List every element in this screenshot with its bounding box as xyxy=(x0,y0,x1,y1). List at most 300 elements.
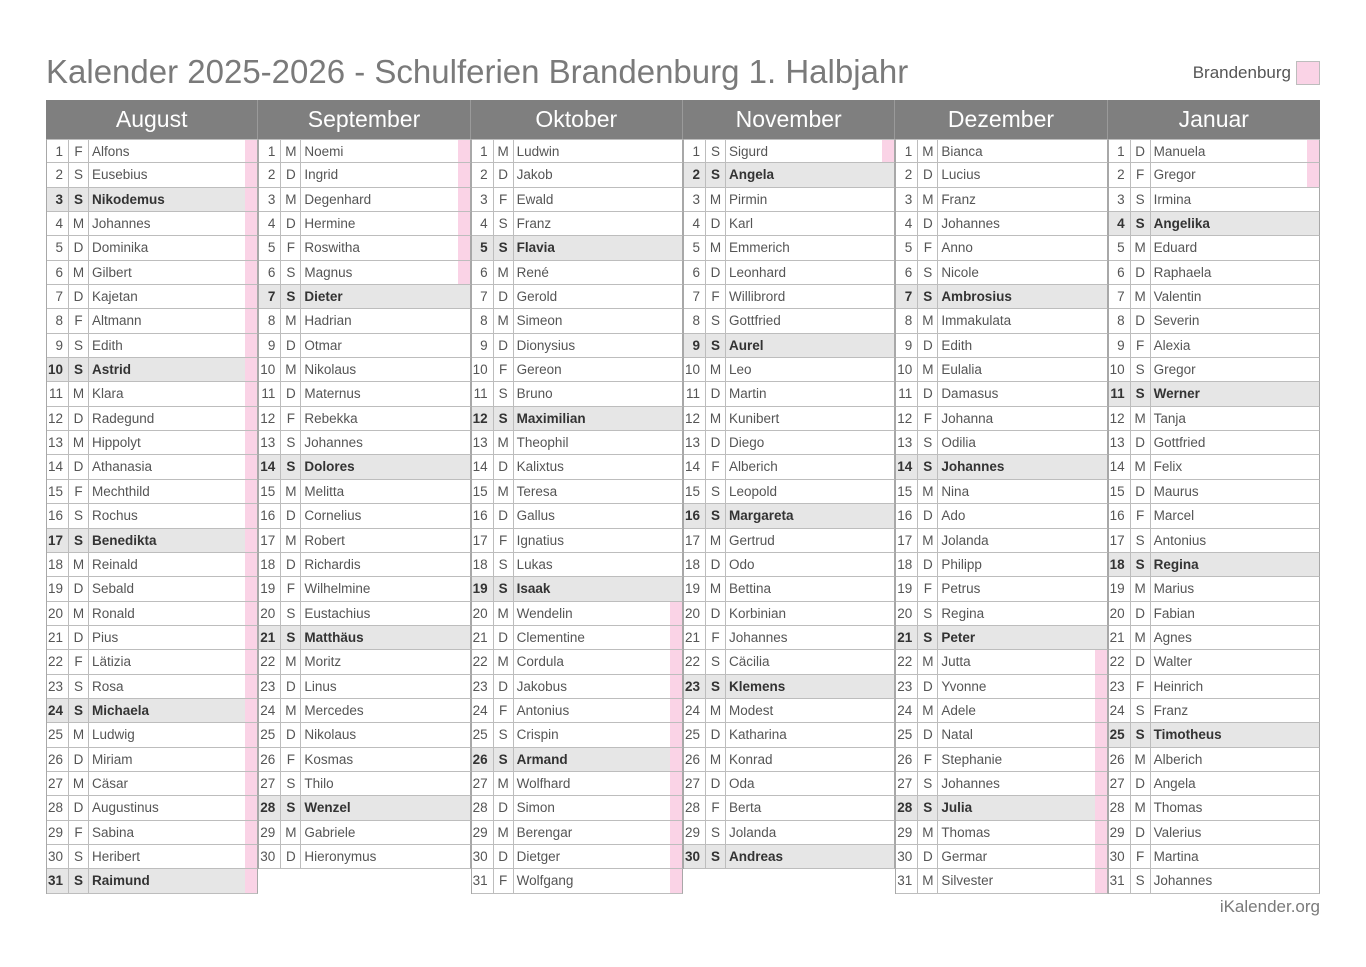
holiday-marker xyxy=(882,261,894,284)
holiday-marker xyxy=(882,577,894,600)
day-number: 15 xyxy=(472,480,494,503)
name-day: Aurel xyxy=(728,337,764,353)
day-row xyxy=(1109,261,1320,285)
name-day: Nicole xyxy=(941,264,979,280)
day-number: 12 xyxy=(684,407,706,430)
day-number: 29 xyxy=(1109,821,1131,844)
day-number: 1 xyxy=(684,140,706,162)
day-row xyxy=(47,188,258,212)
day-number: 30 xyxy=(684,845,706,868)
name-day: Flavia xyxy=(516,240,555,256)
holiday-marker xyxy=(882,334,894,357)
name-day: Edith xyxy=(92,337,123,353)
name-day: Jakobus xyxy=(516,678,567,694)
day-number: 5 xyxy=(259,236,281,259)
name-day: Eustachius xyxy=(304,605,371,621)
name-day: Pirmin xyxy=(728,191,768,207)
day-number: 10 xyxy=(472,358,494,381)
day-row xyxy=(47,821,258,845)
day-number: 6 xyxy=(472,261,494,284)
name-day: Klara xyxy=(92,386,124,402)
day-row xyxy=(47,236,258,260)
weekday: M xyxy=(918,188,938,211)
weekday: S xyxy=(1131,529,1151,552)
name-day: Marius xyxy=(1153,581,1195,597)
weekday: M xyxy=(918,480,938,503)
day-row xyxy=(259,139,470,163)
name-day: Ingrid xyxy=(304,167,339,183)
day-row xyxy=(684,529,895,553)
holiday-marker xyxy=(245,553,257,576)
name-day: Julia xyxy=(941,800,973,816)
holiday-marker xyxy=(245,261,257,284)
day-row xyxy=(684,261,895,285)
day-row xyxy=(684,163,895,187)
holiday-marker xyxy=(1307,699,1319,722)
weekday: D xyxy=(918,723,938,746)
day-row xyxy=(684,455,895,479)
holiday-marker xyxy=(1307,480,1319,503)
day-number: 22 xyxy=(47,650,69,673)
day-number: 22 xyxy=(472,650,494,673)
name-day: Timotheus xyxy=(1153,727,1222,743)
weekday: D xyxy=(494,285,514,308)
holiday-marker xyxy=(1307,675,1319,698)
day-row xyxy=(259,334,470,358)
holiday-marker xyxy=(882,455,894,478)
day-number: 15 xyxy=(47,480,69,503)
weekday: F xyxy=(1131,675,1151,698)
day-row xyxy=(472,529,683,553)
name-day: Fabian xyxy=(1153,605,1195,621)
day-row xyxy=(259,577,470,601)
weekday: M xyxy=(494,480,514,503)
holiday-marker xyxy=(1307,431,1319,454)
name-day: Armand xyxy=(516,751,568,767)
name-day: Irmina xyxy=(1153,191,1192,207)
holiday-marker xyxy=(458,626,470,649)
weekday: D xyxy=(69,796,89,819)
day-number: 27 xyxy=(684,772,706,795)
weekday: F xyxy=(69,309,89,332)
day-number: 22 xyxy=(684,650,706,673)
month-header: Oktober xyxy=(471,100,683,139)
name-day: Alberich xyxy=(1153,751,1203,767)
holiday-marker xyxy=(1095,382,1107,405)
day-number: 2 xyxy=(1109,163,1131,186)
day-row xyxy=(684,602,895,626)
holiday-marker xyxy=(882,407,894,430)
day-number: 10 xyxy=(1109,358,1131,381)
name-day: Felix xyxy=(1153,459,1183,475)
day-number: 31 xyxy=(472,869,494,892)
holiday-marker xyxy=(1307,529,1319,552)
weekday: D xyxy=(281,504,301,527)
weekday: M xyxy=(69,261,89,284)
weekday: D xyxy=(1131,821,1151,844)
day-row xyxy=(259,553,470,577)
name-day: Gregor xyxy=(1153,362,1196,378)
holiday-marker xyxy=(1095,699,1107,722)
day-row xyxy=(472,407,683,431)
day-row xyxy=(896,821,1107,845)
holiday-marker xyxy=(670,188,682,211)
weekday: S xyxy=(706,334,726,357)
day-number: 13 xyxy=(47,431,69,454)
holiday-marker xyxy=(882,188,894,211)
day-row xyxy=(1109,163,1320,187)
holiday-marker xyxy=(1307,261,1319,284)
holiday-marker xyxy=(458,772,470,795)
holiday-marker xyxy=(245,188,257,211)
weekday: M xyxy=(918,529,938,552)
name-day: Gerold xyxy=(516,289,558,305)
holiday-marker xyxy=(245,163,257,186)
holiday-marker xyxy=(670,577,682,600)
day-row xyxy=(47,650,258,674)
name-day: Robert xyxy=(304,532,345,548)
weekday: M xyxy=(706,577,726,600)
holiday-marker xyxy=(1307,285,1319,308)
day-number: 13 xyxy=(472,431,494,454)
day-row xyxy=(684,772,895,796)
weekday: M xyxy=(281,699,301,722)
day-number: 7 xyxy=(472,285,494,308)
day-row xyxy=(472,139,683,163)
month-days xyxy=(683,139,895,869)
holiday-marker xyxy=(670,821,682,844)
name-day: Johannes xyxy=(92,216,151,232)
day-number: 13 xyxy=(896,431,918,454)
holiday-marker xyxy=(1307,748,1319,771)
holiday-marker xyxy=(1307,455,1319,478)
weekday: F xyxy=(281,577,301,600)
holiday-marker xyxy=(882,382,894,405)
weekday: F xyxy=(918,407,938,430)
weekday: M xyxy=(281,188,301,211)
day-row xyxy=(472,553,683,577)
weekday: D xyxy=(706,723,726,746)
day-number: 9 xyxy=(896,334,918,357)
day-row xyxy=(259,382,470,406)
day-row xyxy=(259,236,470,260)
day-row xyxy=(259,796,470,820)
day-row xyxy=(472,431,683,455)
month-days xyxy=(1108,139,1320,894)
weekday: D xyxy=(494,334,514,357)
name-day: Simeon xyxy=(516,313,563,329)
day-number: 14 xyxy=(259,455,281,478)
holiday-marker xyxy=(1095,407,1107,430)
holiday-marker xyxy=(670,699,682,722)
holiday-marker xyxy=(1095,796,1107,819)
name-day: Berengar xyxy=(516,824,573,840)
holiday-marker xyxy=(670,869,682,892)
name-day: Lätizia xyxy=(92,654,132,670)
weekday: M xyxy=(1131,796,1151,819)
day-row xyxy=(47,358,258,382)
name-day: Simon xyxy=(516,800,555,816)
day-row xyxy=(684,382,895,406)
weekday: S xyxy=(918,772,938,795)
name-day: Heinrich xyxy=(1153,678,1204,694)
month-days xyxy=(471,139,683,894)
holiday-marker xyxy=(670,285,682,308)
holiday-marker xyxy=(245,140,257,162)
holiday-marker xyxy=(1307,407,1319,430)
month-column xyxy=(683,100,895,894)
day-number: 1 xyxy=(47,140,69,162)
holiday-marker xyxy=(882,553,894,576)
day-number: 24 xyxy=(472,699,494,722)
weekday: S xyxy=(706,821,726,844)
holiday-marker xyxy=(245,748,257,771)
month-column xyxy=(895,100,1107,894)
day-row xyxy=(472,236,683,260)
day-number: 15 xyxy=(259,480,281,503)
name-day: Anno xyxy=(941,240,973,256)
weekday: D xyxy=(69,285,89,308)
holiday-marker xyxy=(245,577,257,600)
name-day: Linus xyxy=(304,678,337,694)
day-number: 8 xyxy=(259,309,281,332)
name-day: Gallus xyxy=(516,508,555,524)
name-day: Melitta xyxy=(304,483,345,499)
day-row xyxy=(259,358,470,382)
day-number: 5 xyxy=(472,236,494,259)
day-row xyxy=(47,431,258,455)
weekday: D xyxy=(706,602,726,625)
calendar-grid xyxy=(46,100,1320,894)
weekday: S xyxy=(281,772,301,795)
holiday-marker xyxy=(1307,382,1319,405)
holiday-marker xyxy=(1095,529,1107,552)
name-day: Johannes xyxy=(941,216,1000,232)
weekday: M xyxy=(494,650,514,673)
name-day: Peter xyxy=(941,629,976,645)
holiday-marker xyxy=(670,163,682,186)
name-day: Dionysius xyxy=(516,337,576,353)
weekday: M xyxy=(69,431,89,454)
day-row xyxy=(684,431,895,455)
day-number: 18 xyxy=(47,553,69,576)
holiday-marker xyxy=(882,163,894,186)
month-days xyxy=(46,139,258,894)
legend-swatch xyxy=(1296,61,1320,85)
name-day: Andreas xyxy=(728,848,784,864)
day-row xyxy=(47,577,258,601)
day-number: 19 xyxy=(259,577,281,600)
weekday: D xyxy=(1131,480,1151,503)
name-day: Rebekka xyxy=(304,410,358,426)
weekday: S xyxy=(69,358,89,381)
weekday: F xyxy=(1131,334,1151,357)
holiday-marker xyxy=(458,309,470,332)
day-row xyxy=(259,285,470,309)
day-row xyxy=(259,723,470,747)
day-number: 6 xyxy=(1109,261,1131,284)
day-row xyxy=(259,431,470,455)
day-row xyxy=(684,236,895,260)
holiday-marker xyxy=(670,431,682,454)
name-day: Johannes xyxy=(941,459,1005,475)
weekday: F xyxy=(281,748,301,771)
day-row xyxy=(896,236,1107,260)
holiday-marker xyxy=(882,480,894,503)
holiday-marker xyxy=(1095,140,1107,162)
day-number: 11 xyxy=(472,382,494,405)
weekday: M xyxy=(494,431,514,454)
holiday-marker xyxy=(882,772,894,795)
weekday: M xyxy=(1131,285,1151,308)
day-number: 10 xyxy=(684,358,706,381)
name-day: Teresa xyxy=(516,483,558,499)
name-day: Degenhard xyxy=(304,191,372,207)
weekday: S xyxy=(494,577,514,600)
holiday-marker xyxy=(882,699,894,722)
day-row xyxy=(1109,821,1320,845)
day-row xyxy=(47,529,258,553)
name-day: Benedikta xyxy=(92,532,157,548)
day-row xyxy=(259,650,470,674)
weekday: D xyxy=(918,675,938,698)
name-day: Johannes xyxy=(304,435,363,451)
day-number: 29 xyxy=(684,821,706,844)
day-number: 23 xyxy=(896,675,918,698)
day-number: 6 xyxy=(47,261,69,284)
name-day: Sebald xyxy=(92,581,135,597)
name-day: Cordula xyxy=(516,654,564,670)
name-day: Bianca xyxy=(941,144,983,159)
day-number: 9 xyxy=(1109,334,1131,357)
holiday-marker xyxy=(882,358,894,381)
day-row xyxy=(472,334,683,358)
day-row xyxy=(896,626,1107,650)
holiday-marker xyxy=(245,650,257,673)
day-row xyxy=(896,699,1107,723)
day-row xyxy=(47,723,258,747)
day-number: 1 xyxy=(472,140,494,162)
holiday-marker xyxy=(458,845,470,868)
holiday-marker xyxy=(245,626,257,649)
day-row xyxy=(896,285,1107,309)
day-number: 16 xyxy=(472,504,494,527)
day-number: 4 xyxy=(684,212,706,235)
name-day: Ado xyxy=(941,508,966,524)
day-row xyxy=(684,504,895,528)
weekday: S xyxy=(69,869,89,892)
day-row xyxy=(684,821,895,845)
day-row xyxy=(472,845,683,869)
name-day: Dieter xyxy=(304,289,343,305)
weekday: D xyxy=(494,796,514,819)
weekday: M xyxy=(918,309,938,332)
day-number: 31 xyxy=(47,869,69,892)
holiday-marker xyxy=(1095,431,1107,454)
day-number: 25 xyxy=(47,723,69,746)
day-row xyxy=(472,748,683,772)
day-number: 10 xyxy=(896,358,918,381)
weekday: M xyxy=(706,236,726,259)
name-day: Agnes xyxy=(1153,629,1192,645)
weekday: F xyxy=(1131,845,1151,868)
day-number: 14 xyxy=(472,455,494,478)
day-number: 27 xyxy=(472,772,494,795)
day-number: 3 xyxy=(1109,188,1131,211)
day-row xyxy=(472,480,683,504)
weekday: M xyxy=(69,772,89,795)
name-day: Thomas xyxy=(941,824,991,840)
day-number: 10 xyxy=(259,358,281,381)
day-row xyxy=(259,821,470,845)
day-row xyxy=(684,796,895,820)
holiday-marker xyxy=(245,407,257,430)
holiday-marker xyxy=(1095,334,1107,357)
weekday: D xyxy=(281,163,301,186)
day-row xyxy=(896,723,1107,747)
holiday-marker xyxy=(1307,796,1319,819)
day-number: 5 xyxy=(47,236,69,259)
holiday-marker xyxy=(458,334,470,357)
name-day: Natal xyxy=(941,727,973,743)
day-row xyxy=(259,407,470,431)
day-number: 4 xyxy=(1109,212,1131,235)
day-number: 18 xyxy=(259,553,281,576)
day-row xyxy=(684,650,895,674)
day-row xyxy=(896,796,1107,820)
day-row xyxy=(472,163,683,187)
name-day: Nikolaus xyxy=(304,362,357,378)
day-row xyxy=(1109,285,1320,309)
holiday-marker xyxy=(1095,675,1107,698)
day-row xyxy=(47,261,258,285)
holiday-marker xyxy=(1095,650,1107,673)
weekday: M xyxy=(69,212,89,235)
weekday: S xyxy=(706,504,726,527)
day-number: 20 xyxy=(47,602,69,625)
name-day: Alberich xyxy=(728,459,778,475)
day-row xyxy=(896,602,1107,626)
day-number: 7 xyxy=(1109,285,1131,308)
name-day: Ronald xyxy=(92,605,135,621)
holiday-marker xyxy=(1307,869,1319,892)
weekday: S xyxy=(706,309,726,332)
holiday-marker xyxy=(1095,577,1107,600)
weekday: M xyxy=(69,553,89,576)
day-number: 16 xyxy=(1109,504,1131,527)
day-number: 25 xyxy=(1109,723,1131,746)
day-number: 11 xyxy=(259,382,281,405)
day-number: 27 xyxy=(47,772,69,795)
holiday-marker xyxy=(1307,504,1319,527)
holiday-marker xyxy=(458,602,470,625)
day-number: 2 xyxy=(684,163,706,186)
day-row xyxy=(47,334,258,358)
weekday: D xyxy=(494,626,514,649)
weekday: F xyxy=(494,529,514,552)
name-day: Valerius xyxy=(1153,824,1202,840)
day-number: 13 xyxy=(684,431,706,454)
weekday: S xyxy=(706,163,726,186)
day-row xyxy=(896,845,1107,869)
weekday: S xyxy=(69,699,89,722)
day-number: 13 xyxy=(259,431,281,454)
holiday-marker xyxy=(1095,236,1107,259)
day-number: 5 xyxy=(1109,236,1131,259)
day-number: 14 xyxy=(47,455,69,478)
day-number: 16 xyxy=(896,504,918,527)
day-row xyxy=(1109,188,1320,212)
